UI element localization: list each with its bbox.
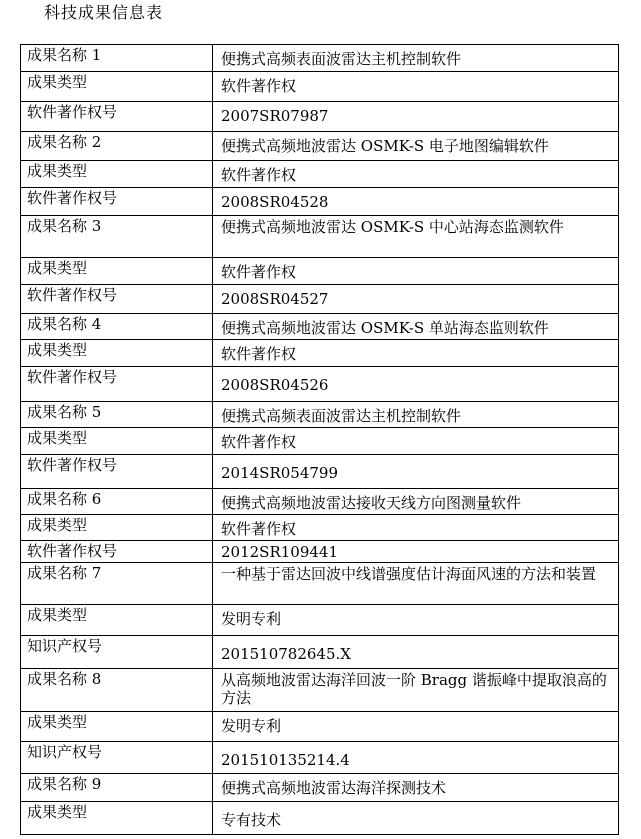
row-label: 成果名称 8 — [21, 669, 213, 712]
row-value — [213, 402, 619, 428]
row-label: 成果名称 5 — [21, 402, 213, 428]
row-value — [213, 489, 619, 515]
row-value-text: 201510135214.4 — [221, 751, 350, 769]
info-table — [20, 44, 619, 835]
table-row — [21, 258, 619, 285]
row-value-text: 发明专利 — [221, 717, 282, 735]
row-label: 成果名称 2 — [21, 132, 213, 161]
row-label: 成果名称 3 — [21, 216, 213, 258]
page-title: 科技成果信息表 — [44, 3, 164, 22]
row-value — [213, 132, 619, 161]
row-value — [213, 563, 619, 605]
row-value — [213, 541, 619, 563]
table-row — [21, 132, 619, 161]
row-value-text: 软件著作权 — [221, 345, 297, 363]
row-value — [213, 285, 619, 314]
row-value-text: 便携式高频表面波雷达主机控制软件 — [221, 407, 462, 425]
row-value — [213, 188, 619, 216]
row-label: 成果名称 4 — [21, 314, 213, 340]
row-label: 成果类型 — [21, 712, 213, 742]
row-value-text: 便携式高频地波雷达 OSMK-S 单站海态监则软件 — [221, 319, 549, 337]
table-row — [21, 455, 619, 489]
row-label: 成果类型 — [21, 515, 213, 541]
row-value — [213, 605, 619, 636]
row-value — [213, 455, 619, 489]
row-value-text: 便携式高频地波雷达海洋探测技术 — [221, 779, 447, 797]
row-value-text: 201510782645.X — [221, 645, 351, 663]
row-value-text: 软件著作权 — [221, 433, 297, 451]
row-value-text: 软件著作权 — [221, 520, 297, 538]
row-value — [213, 515, 619, 541]
table-row — [21, 102, 619, 132]
table-row — [21, 541, 619, 563]
row-value — [213, 802, 619, 835]
row-value — [213, 161, 619, 188]
row-value — [213, 367, 619, 402]
row-label: 成果名称 6 — [21, 489, 213, 515]
row-value — [213, 428, 619, 455]
row-label: 成果类型 — [21, 161, 213, 188]
row-label: 成果名称 7 — [21, 563, 213, 605]
row-value-text: 软件著作权 — [221, 263, 297, 281]
table-row — [21, 563, 619, 605]
table-row — [21, 340, 619, 367]
row-value-text: 2008SR04528 — [221, 193, 329, 211]
table-row — [21, 314, 619, 340]
row-label: 成果类型 — [21, 605, 213, 636]
row-label: 软件著作权号 — [21, 367, 213, 402]
row-value-text: 2008SR04526 — [221, 376, 329, 394]
row-value-text: 一种基于雷达回波中线谱强度估计海面风速的方法和装置 — [221, 565, 597, 583]
table-row — [21, 72, 619, 102]
row-value-text: 便携式高频表面波雷达主机控制软件 — [221, 50, 462, 68]
row-label: 成果类型 — [21, 802, 213, 835]
table-row — [21, 774, 619, 802]
table-row — [21, 216, 619, 258]
row-value-text: 便携式高频地波雷达 OSMK-S 电子地图编辑软件 — [221, 137, 549, 155]
row-value-text: 2014SR054799 — [221, 464, 339, 482]
row-label: 软件著作权号 — [21, 285, 213, 314]
table-row — [21, 742, 619, 774]
table-row — [21, 636, 619, 669]
table-row — [21, 489, 619, 515]
row-label: 软件著作权号 — [21, 102, 213, 132]
row-value — [213, 340, 619, 367]
row-value-text: 从高频地波雷达海洋回波一阶 Bragg 谐振峰中提取浪高的方法 — [221, 671, 607, 707]
row-value — [213, 636, 619, 669]
row-value — [213, 72, 619, 102]
table-row — [21, 712, 619, 742]
row-label: 知识产权号 — [21, 742, 213, 774]
row-value-text: 2007SR07987 — [221, 107, 329, 125]
row-value — [213, 216, 619, 258]
row-label: 成果类型 — [21, 428, 213, 455]
table-row — [21, 367, 619, 402]
table-row — [21, 402, 619, 428]
table-row — [21, 669, 619, 712]
table-row — [21, 161, 619, 188]
row-value-text: 便携式高频地波雷达接收天线方向图测量软件 — [221, 494, 522, 512]
table-row — [21, 188, 619, 216]
row-value-text: 发明专利 — [221, 610, 282, 628]
row-label: 成果类型 — [21, 258, 213, 285]
row-value-text: 2012SR109441 — [221, 543, 339, 561]
row-value — [213, 712, 619, 742]
row-label: 软件著作权号 — [21, 541, 213, 563]
table-row — [21, 45, 619, 72]
row-value-text: 软件著作权 — [221, 166, 297, 184]
row-label: 成果名称 9 — [21, 774, 213, 802]
row-label: 成果名称 1 — [21, 45, 213, 72]
row-label: 知识产权号 — [21, 636, 213, 669]
row-value — [213, 742, 619, 774]
row-value — [213, 102, 619, 132]
row-label: 成果类型 — [21, 72, 213, 102]
row-value — [213, 258, 619, 285]
row-value — [213, 45, 619, 72]
row-value — [213, 314, 619, 340]
table-row — [21, 428, 619, 455]
table-row — [21, 605, 619, 636]
row-label: 成果类型 — [21, 340, 213, 367]
row-label: 软件著作权号 — [21, 188, 213, 216]
table-row — [21, 802, 619, 835]
row-value — [213, 669, 619, 712]
table-row — [21, 285, 619, 314]
row-label: 软件著作权号 — [21, 455, 213, 489]
row-value-text: 便携式高频地波雷达 OSMK-S 中心站海态监测软件 — [221, 218, 564, 236]
row-value-text: 2008SR04527 — [221, 290, 329, 308]
row-value-text: 软件著作权 — [221, 77, 297, 95]
table-row — [21, 515, 619, 541]
row-value — [213, 774, 619, 802]
row-value-text: 专有技术 — [221, 811, 282, 829]
